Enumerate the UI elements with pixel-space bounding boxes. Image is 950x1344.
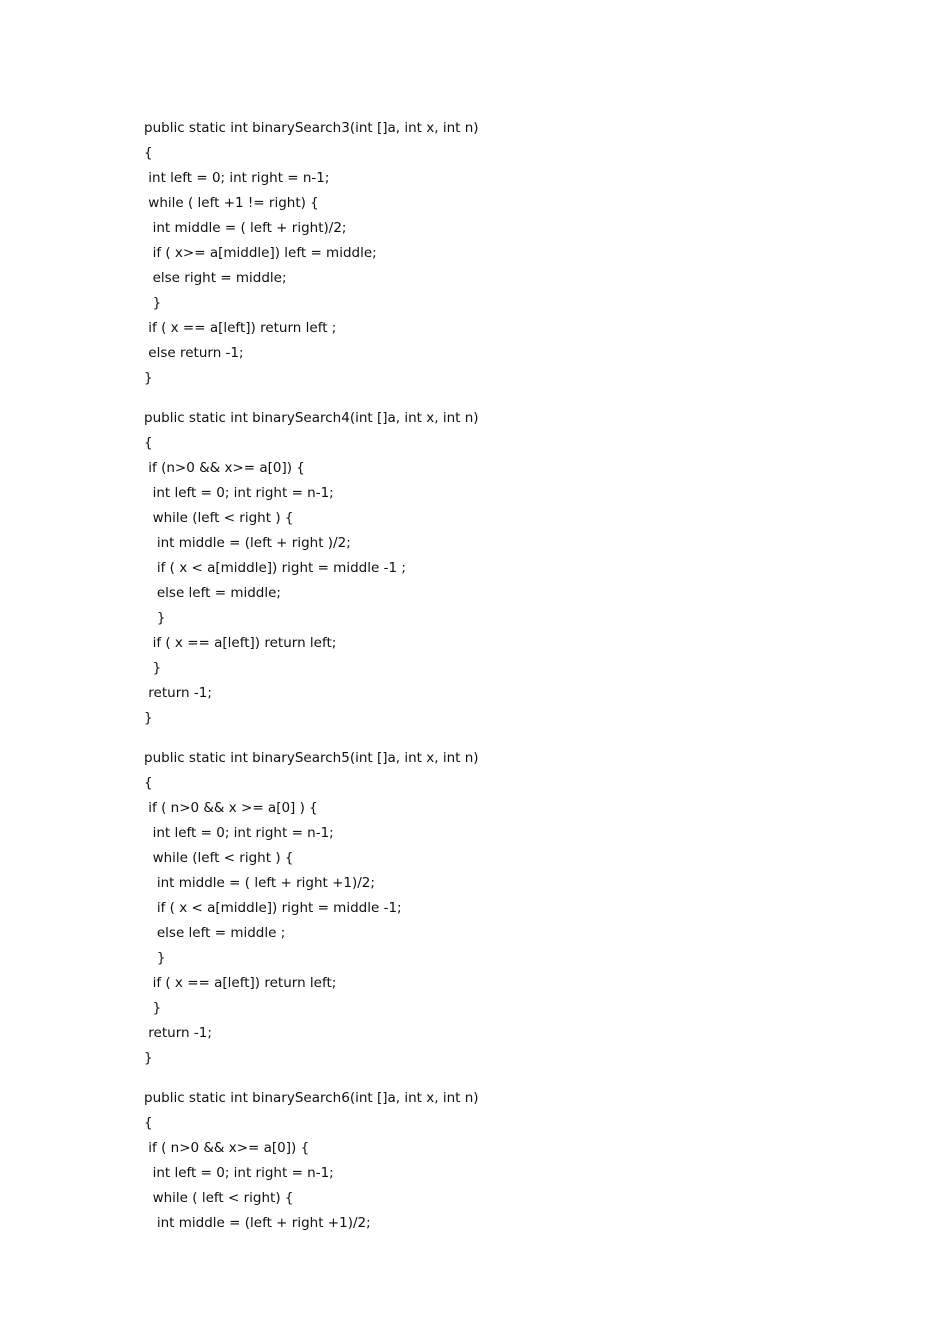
code-line: if ( x < a[middle]) right = middle -1; bbox=[144, 900, 402, 916]
code-line: int left = 0; int right = n-1; bbox=[144, 1165, 334, 1181]
code-line: } bbox=[144, 295, 162, 311]
code-line: int middle = (left + right +1)/2; bbox=[144, 1215, 371, 1231]
code-line: if (n>0 && x>= a[0]) { bbox=[144, 460, 305, 476]
code-line: { bbox=[144, 1115, 153, 1131]
code-line: { bbox=[144, 145, 153, 161]
code-line: } bbox=[144, 610, 166, 626]
code-line: while (left < right ) { bbox=[144, 510, 294, 526]
code-line: int middle = ( left + right +1)/2; bbox=[144, 875, 375, 891]
code-line: public static int binarySearch3(int []a, int x, int n) bbox=[144, 120, 479, 136]
code-line: else return -1; bbox=[144, 345, 244, 361]
code-block-binarysearch4 bbox=[144, 406, 904, 731]
code-area bbox=[144, 116, 904, 1251]
code-line: } bbox=[144, 710, 153, 726]
code-line: while (left < right ) { bbox=[144, 850, 294, 866]
code-line: } bbox=[144, 370, 153, 386]
code-line: int middle = ( left + right)/2; bbox=[144, 220, 347, 236]
code-line: public static int binarySearch5(int []a, int x, int n) bbox=[144, 750, 479, 766]
code-line: public static int binarySearch6(int []a, int x, int n) bbox=[144, 1090, 479, 1106]
code-line: return -1; bbox=[144, 1025, 212, 1041]
code-line: int left = 0; int right = n-1; bbox=[144, 170, 330, 186]
code-block-binarysearch6 bbox=[144, 1086, 904, 1236]
code-line: else right = middle; bbox=[144, 270, 287, 286]
code-line: if ( x == a[left]) return left; bbox=[144, 635, 337, 651]
code-line: if ( x < a[middle]) right = middle -1 ; bbox=[144, 560, 406, 576]
code-line: public static int binarySearch4(int []a, int x, int n) bbox=[144, 410, 479, 426]
code-line: int left = 0; int right = n-1; bbox=[144, 485, 334, 501]
code-line: if ( n>0 && x >= a[0] ) { bbox=[144, 800, 318, 816]
code-block-binarysearch5 bbox=[144, 746, 904, 1071]
code-line: } bbox=[144, 950, 166, 966]
code-block-binarysearch3 bbox=[144, 116, 904, 391]
code-line: while ( left < right) { bbox=[144, 1190, 294, 1206]
code-line: int left = 0; int right = n-1; bbox=[144, 825, 334, 841]
code-line: } bbox=[144, 1000, 162, 1016]
code-line: if ( x == a[left]) return left; bbox=[144, 975, 337, 991]
code-line: while ( left +1 != right) { bbox=[144, 195, 319, 211]
code-line: int middle = (left + right )/2; bbox=[144, 535, 351, 551]
code-line: if ( x>= a[middle]) left = middle; bbox=[144, 245, 377, 261]
code-line: if ( n>0 && x>= a[0]) { bbox=[144, 1140, 310, 1156]
code-line: } bbox=[144, 1050, 153, 1066]
code-line: else left = middle; bbox=[144, 585, 281, 601]
code-line: } bbox=[144, 660, 162, 676]
code-line: else left = middle ; bbox=[144, 925, 286, 941]
code-line: return -1; bbox=[144, 685, 212, 701]
code-line: { bbox=[144, 435, 153, 451]
code-line: { bbox=[144, 775, 153, 791]
code-line: if ( x == a[left]) return left ; bbox=[144, 320, 337, 336]
